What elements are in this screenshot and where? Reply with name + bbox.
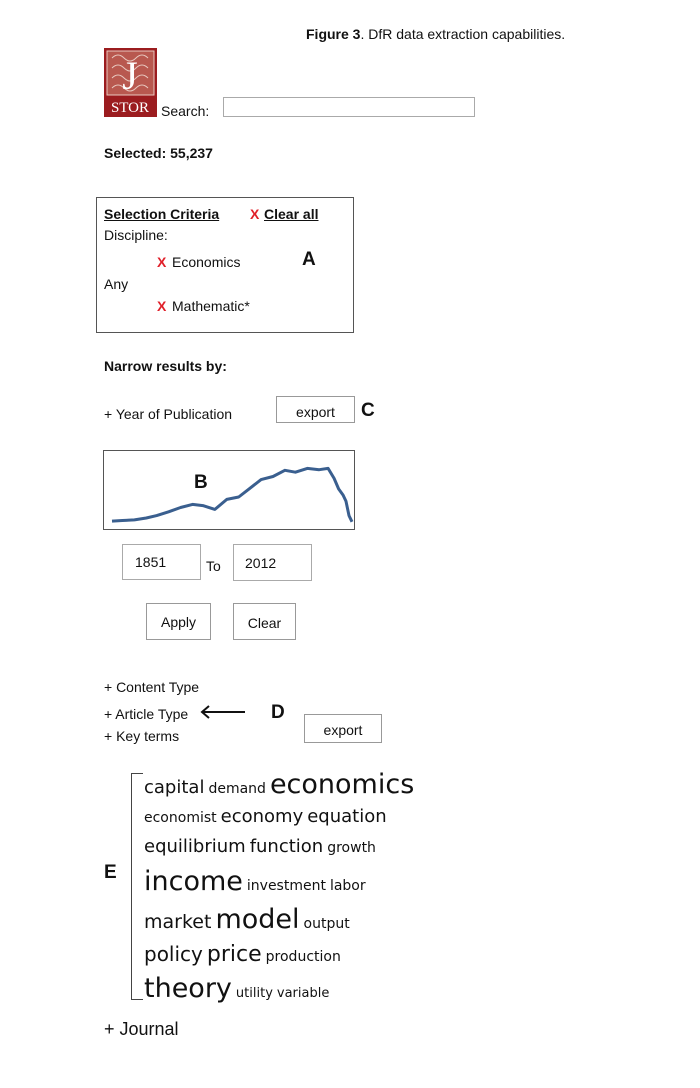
marker-e: E bbox=[104, 862, 117, 883]
key-term-word[interactable]: economist bbox=[144, 810, 217, 826]
key-term-word[interactable]: growth bbox=[327, 840, 376, 856]
key-term-word[interactable]: price bbox=[206, 942, 262, 967]
key-term-word[interactable]: demand bbox=[208, 781, 266, 797]
to-label: To bbox=[206, 558, 221, 574]
year-chart-svg bbox=[104, 451, 354, 529]
word-cloud-line bbox=[144, 938, 434, 970]
search-input[interactable] bbox=[223, 97, 475, 117]
narrow-results-title: Narrow results by: bbox=[104, 358, 227, 374]
jstor-logo bbox=[104, 48, 157, 117]
key-term-word[interactable]: policy bbox=[144, 942, 203, 966]
key-term-word[interactable]: equilibrium bbox=[144, 836, 246, 857]
word-cloud-bracket bbox=[131, 773, 143, 1000]
criteria-item-economics: Economics bbox=[172, 254, 241, 270]
apply-button[interactable]: Apply bbox=[146, 603, 211, 640]
key-term-word[interactable]: income bbox=[144, 866, 243, 897]
key-terms-toggle[interactable]: + Key terms bbox=[104, 728, 180, 744]
word-cloud-line bbox=[144, 832, 434, 862]
discipline-label: Discipline: bbox=[104, 227, 168, 243]
criteria-item-mathematic: Mathematic* bbox=[172, 298, 250, 314]
key-term-word[interactable]: equation bbox=[307, 806, 387, 827]
key-term-word[interactable]: variable bbox=[276, 986, 330, 1001]
key-term-word[interactable]: function bbox=[249, 836, 324, 857]
marker-a: A bbox=[302, 249, 316, 270]
key-term-word[interactable]: labor bbox=[329, 878, 366, 894]
remove-economics-x-icon[interactable]: X bbox=[157, 254, 167, 270]
jstor-logo-graphic bbox=[104, 48, 157, 117]
word-cloud-line bbox=[144, 768, 434, 802]
any-label: Any bbox=[104, 276, 129, 292]
key-term-word[interactable]: theory bbox=[144, 973, 232, 1004]
publication-year-line bbox=[112, 468, 352, 521]
word-cloud-line bbox=[144, 970, 434, 1008]
key-term-word[interactable]: production bbox=[265, 949, 341, 965]
clear-all-link[interactable]: Clear all bbox=[264, 206, 319, 222]
key-term-word[interactable]: economics bbox=[269, 769, 415, 800]
figure-caption bbox=[306, 26, 565, 42]
export-key-terms-button[interactable]: export bbox=[304, 714, 382, 743]
word-cloud-line bbox=[144, 802, 434, 832]
year-from-input[interactable]: 1851 bbox=[122, 544, 201, 580]
figure-caption-text: . DfR data extraction capabilities. bbox=[360, 26, 566, 42]
logo-letter-j: J bbox=[122, 53, 138, 98]
marker-c: C bbox=[361, 400, 375, 421]
year-chart bbox=[103, 450, 355, 530]
selection-criteria-title: Selection Criteria bbox=[104, 206, 220, 222]
key-term-word[interactable]: output bbox=[303, 916, 350, 932]
word-cloud-line bbox=[144, 862, 434, 902]
marker-d: D bbox=[271, 702, 285, 723]
marker-b: B bbox=[194, 472, 208, 493]
key-term-word[interactable]: model bbox=[215, 904, 300, 935]
clear-button[interactable]: Clear bbox=[233, 603, 296, 640]
year-to-input[interactable]: 2012 bbox=[233, 544, 312, 581]
selected-count: Selected: 55,237 bbox=[104, 145, 213, 161]
word-cloud-line bbox=[144, 902, 434, 938]
key-terms-word-cloud bbox=[144, 768, 434, 1008]
year-of-publication-toggle[interactable]: + Year of Publication bbox=[104, 406, 233, 422]
key-term-word[interactable]: investment bbox=[246, 878, 326, 894]
journal-toggle[interactable]: + Journal bbox=[104, 1019, 179, 1039]
key-term-word[interactable]: market bbox=[144, 911, 212, 933]
article-type-toggle[interactable]: + Article Type bbox=[104, 706, 189, 722]
figure-label: Figure 3 bbox=[306, 26, 361, 42]
export-year-button[interactable]: export bbox=[276, 396, 355, 423]
left-arrow-icon bbox=[199, 704, 247, 725]
clear-all-x-icon[interactable]: X bbox=[250, 206, 260, 222]
search-label: Search: bbox=[161, 103, 210, 119]
key-term-word[interactable]: capital bbox=[144, 777, 205, 798]
key-term-word[interactable]: utility bbox=[235, 986, 273, 1001]
content-type-toggle[interactable]: + Content Type bbox=[104, 679, 200, 695]
key-term-word[interactable]: economy bbox=[220, 806, 304, 827]
remove-mathematic-x-icon[interactable]: X bbox=[157, 298, 167, 314]
logo-wordmark: STOR bbox=[110, 100, 150, 116]
